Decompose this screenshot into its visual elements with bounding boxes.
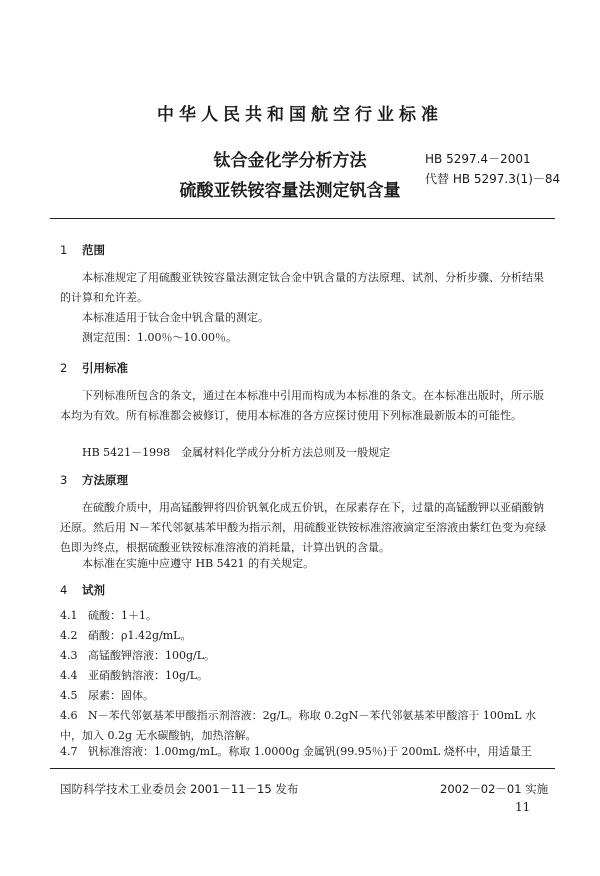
item-number: 4.6 (60, 709, 78, 722)
section-1-paragraph-2: 本标准适用于钛合金中钒含量的测定。 (82, 311, 269, 324)
section-title: 方法原理 (82, 473, 128, 487)
standard-code: HB 5297.4－2001 (425, 152, 531, 166)
item-number: 4.3 (60, 649, 78, 662)
item-number: 4.7 (60, 745, 78, 758)
section-4-heading (60, 582, 105, 598)
effective-date: 2002－02－01 实施 (440, 782, 549, 796)
footer-divider (50, 768, 555, 769)
section-1-heading (60, 242, 105, 258)
section-2-paragraph-1: 下列标准所包含的条文，通过在本标准中引用而构成为本标准的条文。在本标准出版时，所示版本均为有效。所有标准都会被修订，使用本标准的各方应探讨使用下列标准最新版本的可能性。 (60, 389, 544, 422)
section-number: 1 (60, 243, 68, 257)
item-text: 钒标准溶液：1.00mg/mL。称取 1.0000g 金属钒(99.95％)于 200mL 烧杯中，用适量王 (88, 745, 532, 758)
reagent-item (60, 666, 555, 686)
title-line-2: 硫酸亚铁铵容量法测定钒含量 (179, 181, 401, 201)
section-1-paragraph-3: 测定范围：1.00％～10.00％。 (82, 331, 237, 344)
section-number: 3 (60, 473, 68, 487)
page-number: 11 (515, 800, 531, 814)
section-title: 试剂 (82, 583, 105, 597)
reagent-item (60, 686, 555, 706)
item-text: 亚硝酸钠溶液：10g/L。 (88, 669, 209, 682)
item-text: 尿素：固体。 (88, 689, 154, 702)
reagent-item (60, 646, 555, 666)
section-number: 4 (60, 583, 68, 597)
section-1-paragraph-1: 本标准规定了用硫酸亚铁铵容量法测定钛合金中钒含量的方法原理、试剂、分析步骤、分析结果的计算和允许差。 (60, 271, 544, 304)
item-number: 4.4 (60, 669, 78, 682)
item-text: 硝酸：ρ1.42g/mL。 (88, 629, 192, 642)
header-divider (50, 218, 555, 219)
reagent-item (60, 626, 555, 646)
section-title: 范围 (82, 243, 105, 257)
organization-heading: 中华人民共和国航空行业标准 (157, 105, 443, 125)
reagent-item (60, 742, 555, 762)
reagent-item (60, 706, 555, 746)
item-number: 4.5 (60, 689, 78, 702)
section-3-paragraph-1: 在硫酸介质中，用高锰酸钾将四价钒氧化成五价钒，在尿素存在下，过量的高锰酸钾以亚硝酸钠还原。然后用 N－苯代邻氨基苯甲酸为指示剂，用硫酸亚铁铵标准溶液滴定至溶液由紫红色变为亮绿色即为终点，根据硫酸亚铁铵标准溶液的消耗量，计算出钒的含量。 (60, 501, 547, 554)
item-text: 高锰酸钾溶液：100g/L。 (88, 649, 216, 662)
item-number: 4.2 (60, 629, 78, 642)
item-text: N－苯代邻氨基苯甲酸指示剂溶液：2g/L。称取 0.2gN－苯代邻氨基苯甲酸溶于 100mL 水中，加入 0.2g 无水碳酸钠，加热溶解。 (60, 709, 537, 742)
replaces-code: 代替 HB 5297.3(1)－84 (425, 172, 561, 186)
issue-statement: 国防科学技术工业委员会 2001－11－15 发布 (60, 782, 299, 796)
section-title: 引用标准 (82, 361, 128, 375)
section-number: 2 (60, 361, 68, 375)
section-3-heading (60, 472, 128, 488)
reference-standard: HB 5421－1998 金属材料化学成分分析方法总则及一般规定 (82, 446, 391, 459)
title-line-1: 钛合金化学分析方法 (213, 151, 367, 171)
item-text: 硫酸：1＋1。 (88, 609, 157, 622)
reagent-item (60, 606, 555, 626)
item-number: 4.1 (60, 609, 78, 622)
section-2-heading (60, 360, 128, 376)
section-3-paragraph-2: 本标准在实施中应遵守 HB 5421 的有关规定。 (82, 557, 315, 570)
